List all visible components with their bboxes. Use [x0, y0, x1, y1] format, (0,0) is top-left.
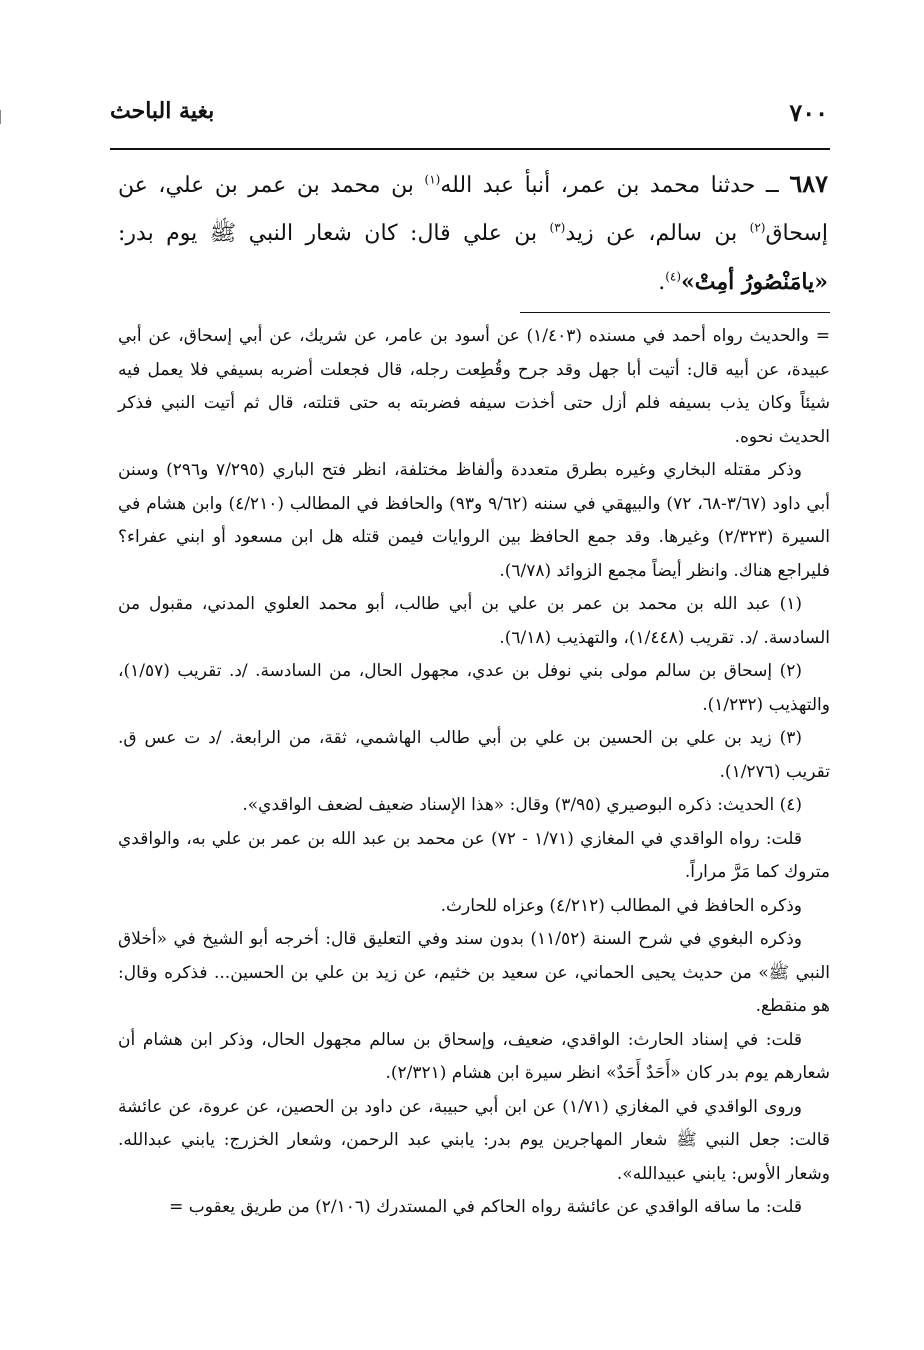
footnote-paragraph: وذكره البغوي في شرح السنة (١١/٥٢) بدون سند وفي التعليق قال: أخرجه أبو الشيخ في «أخلاق النبي ﷺ» من حديث يحيى الحماني، عن سعيد بن خثيم، عن زيد بن علي بن الحسين... فذكره وقال: هو منقطع.: [118, 929, 830, 1016]
entry-number: ٦٨٧: [789, 169, 828, 198]
entry-text-part-1: ــ حدثنا محمد بن عمر، أنبأ عبد الله: [440, 173, 790, 198]
footnote-paragraph: وروى الواقدي في المغازي (١/٧١) عن ابن أبي حبيبة، عن داود بن الحصين، عن عروة، عن عائشة قالت: جعل النبي ﷺ شعار المهاجرين يوم بدر: يابني عبد الرحمن، وشعار الخزرج: يابني عبدالله. وشعار الأوس: يابني عبيدالله».: [118, 1096, 830, 1184]
footnote-paragraph: قلت: رواه الواقدي في المغازي (١/٧١ - ٧٢) عن محمد بن عبد الله بن عمر بن علي به، والواقدي متروك كما مَرَّ مراراً.: [118, 828, 830, 882]
page-number: ٧٠٠: [789, 98, 828, 127]
footnote-paragraph: قلت: في إسناد الحارث: الواقدي، ضعيف، وإسحاق بن سالم مجهول الحال، وذكر ابن هشام أن شعارهم يوم بدر كان «أَحَدٌ أَحَدٌ» انظر سيرة ابن هشام (٢/٣٢١).: [118, 1029, 830, 1083]
entry-text-part-4: بن علي قال: كان شعار النبي ﷺ يوم بدر:: [118, 221, 550, 246]
header-rule: [110, 148, 830, 150]
footnote-paragraph: وذكره الحافظ في المطالب (٤/٢١٢) وعزاه للحارث.: [440, 895, 802, 916]
reference-mark-1: (١): [424, 172, 441, 187]
entry-text-part-2: بن محمد بن عمر بن علي، عن إسحاق: [118, 173, 829, 246]
reference-mark-2: (٢): [749, 220, 766, 235]
reference-mark-4: (٤): [665, 269, 682, 284]
entry-end: .: [658, 270, 666, 295]
running-title: بغية الباحث: [110, 98, 215, 124]
reference-mark-3: (٣): [549, 220, 566, 235]
footnotes: [118, 320, 830, 1225]
footnote-paragraph: (٢) إسحاق بن سالم مولى بني نوفل بن عدي، مجهول الحال، من السادسة. /د. تقريب (١/٥٧)، والتهذيب (١/٢٣٢).: [118, 661, 830, 715]
entry-quote: «يامَنْصُورُ أمِتْ»: [681, 269, 828, 295]
footnote-rule: [520, 312, 830, 313]
footnote-paragraph: قلت: ما ساقه الواقدي عن عائشة رواه الحاكم في المستدرك (٢/١٠٦) من طريق يعقوب =: [169, 1197, 802, 1217]
hadith-entry: [118, 160, 828, 307]
footnote-paragraph: = والحديث رواه أحمد في مسنده (١/٤٠٣) عن أسود بن عامر، عن شريك، عن أبي إسحاق، عن أبي عبيدة، عن أبيه قال: أتيت أبا جهل وقد جرح وقُطِعت رجله، قال فجعلت أضربه بسيفي فلا يعمل فيه شيئاً وكان يذب بسيفه فلم أزل حتى أخذت سيفه فضربته به حتى قتلته، قال ثم أتيت النبي فذكر الحديث نحوه.: [118, 326, 830, 447]
footnote-paragraph: (٤) الحديث: ذكره البوصيري (٣/٩٥) وقال: «هذا الإسناد ضعيف لضعف الواقدي».: [242, 795, 802, 815]
page-header: [110, 92, 828, 136]
page-edge-mark: [0, 110, 5, 124]
footnote-paragraph: وذكر مقتله البخاري وغيره بطرق متعددة وألفاظ مختلفة، انظر فتح الباري (٧/٢٩٥ و٢٩٦) وسنن أبي داود (٣/٦٧-٦٨، ٧٢) والبيهقي في سننه (٩/٦٢ و٩٣) والحافظ في المطالب (٤/٢١٠) وابن هشام في السيرة (٢/٣٢٣) وغيرها. وقد جمع الحافظ بين الروايات فيمن قتله هل ابن مسعود أو ابني عفراء؟ فليراجع هناك. وانظر أيضاً مجمع الزوائد (٦/٧٨).: [118, 460, 830, 581]
footnote-paragraph: (٣) زيد بن علي بن الحسين بن علي بن أبي طالب الهاشمي، ثقة، من الرابعة. /د ت عس ق. تقريب (١/٢٧٦).: [118, 728, 830, 782]
footnote-paragraph: (١) عبد الله بن محمد بن عمر بن علي بن أبي طالب، أبو محمد العلوي المدني، مقبول من السادسة. /د. تقريب (١/٤٤٨)، والتهذيب (٦/١٨).: [118, 594, 830, 648]
entry-text-part-3: بن سالم، عن زيد: [565, 221, 750, 246]
